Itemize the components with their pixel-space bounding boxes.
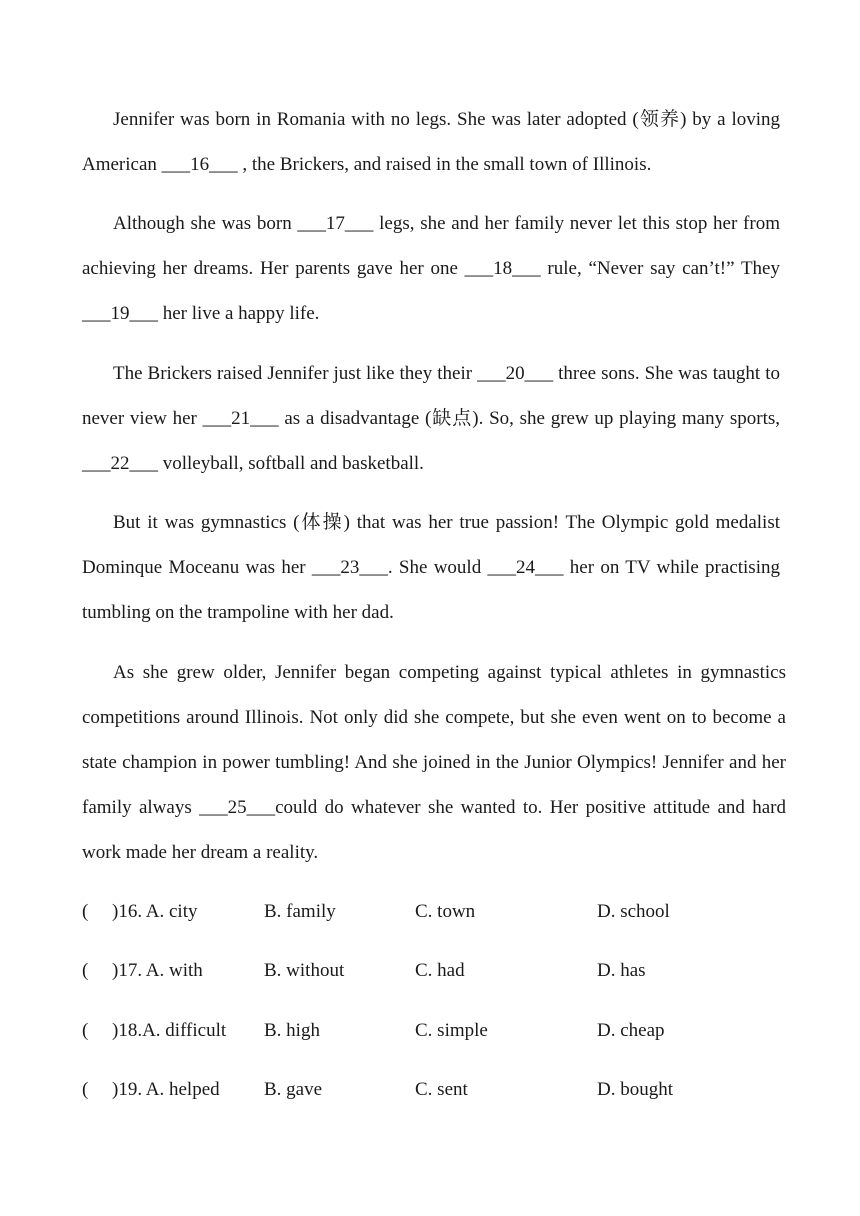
option-a: )19. A. helped (112, 1079, 220, 1100)
answer-blank: ( (82, 1079, 89, 1100)
paragraph-1: Jennifer was born in Romania with no legs. She was later adopted (领养) by a loving American ___16___ , the Brickers, and raised in the small town of Illinois. (82, 109, 780, 175)
option-a: )18.A. difficult (112, 1020, 227, 1041)
option-d: D. school (597, 901, 670, 922)
option-b: B. high (264, 1020, 320, 1041)
option-b: B. without (264, 960, 345, 981)
paragraph-4: But it was gymnastics (体操) that was her true passion! The Olympic gold medalist Dominque Moceanu was her ___23___. She would ___24___ her on TV while practising tumbling on the trampoline with her dad. (82, 512, 780, 623)
option-a: )17. A. with (112, 960, 203, 981)
question-17 (82, 956, 780, 986)
option-c: C. simple (415, 1020, 488, 1041)
question-16 (82, 897, 780, 927)
question-18 (82, 1016, 780, 1046)
answer-blank: ( (82, 1020, 89, 1041)
option-c: C. sent (415, 1079, 468, 1100)
answer-blank: ( (82, 960, 89, 981)
option-d: D. cheap (597, 1020, 665, 1041)
option-b: B. gave (264, 1079, 323, 1100)
paragraph-2: Although she was born ___17___ legs, she and her family never let this stop her from achieving her dreams. Her parents gave her one ___18___ rule, “Never say can’t!” They ___19___ her live a happy life. (82, 213, 780, 324)
option-a: )16. A. city (112, 901, 198, 922)
option-b: B. family (264, 901, 336, 922)
option-d: D. has (597, 960, 646, 981)
option-c: C. had (415, 960, 465, 981)
option-d: D. bought (597, 1079, 673, 1100)
question-19 (82, 1075, 780, 1105)
paragraph-3: The Brickers raised Jennifer just like they their ___20___ three sons. She was taught to never view her ___21___ as a disadvantage (缺点). So, she grew up playing many sports, ___22___ volleyball, softball and basketball. (82, 363, 780, 474)
paragraph-5: As she grew older, Jennifer began competing against typical athletes in gymnastics competitions around Illinois. Not only did she compete, but she even went on to become a state champion in power tumbling! And she joined in the Junior Olympics! Jennifer and her family always ___25___could do whatever she wanted to. Her positive attitude and hard work made her dream a reality. (82, 662, 786, 863)
option-c: C. town (415, 901, 476, 922)
answer-blank: ( (82, 901, 89, 922)
